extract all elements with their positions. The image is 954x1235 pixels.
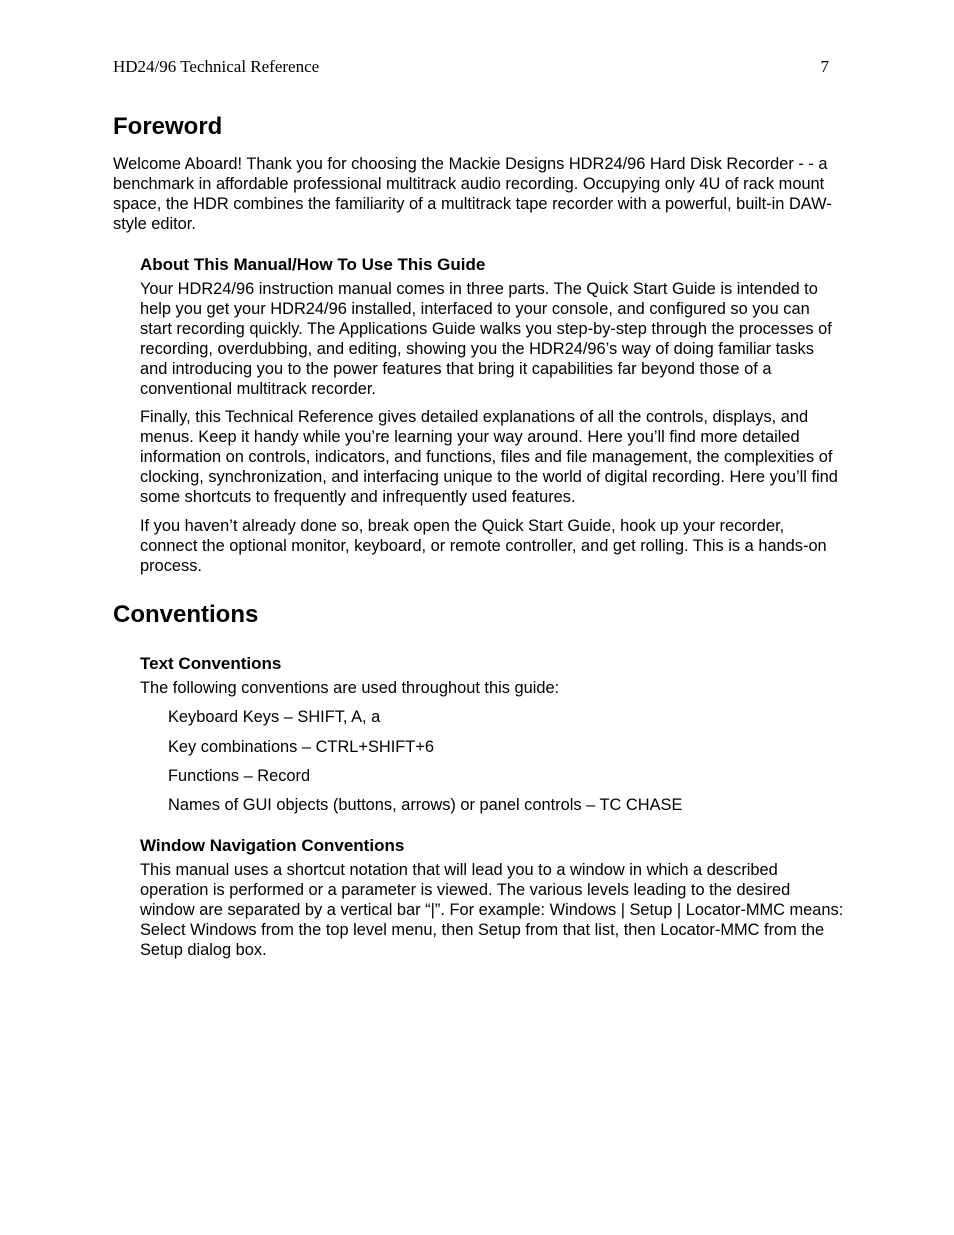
foreword-heading: Foreword bbox=[113, 113, 223, 140]
about-paragraph-1: Your HDR24/96 instruction manual comes in three parts. The Quick Start Guide is intended to help you get your HDR24/96 installed, interfaced to your console, and configured so you can start recording quickly. The Applications Guide walks you step-by-step through the processes of recording, overdubbing, and editing, showing you the HDR24/96’s way of doing familiar tasks and introducing you to the power features that bring it capabilities far beyond those of a conventional multitrack recorder. bbox=[140, 280, 832, 398]
window-navigation-paragraph: This manual uses a shortcut notation that will lead you to a window in which a described operation is performed or a parameter is viewed. The various levels leading to the desired window are separated by a vertical bar “|”. For example: Windows | Setup | Locator-MMC means: Select Windows from the top level menu, then Setup from that list, then Locator-MMC from the Setup dialog box. bbox=[140, 861, 844, 959]
document-title: HD24/96 Technical Reference bbox=[113, 57, 320, 76]
about-paragraph-2: Finally, this Technical Reference gives detailed explanations of all the controls, displays, and menus. Keep it handy while you’re learning your way around. Here you’ll find more detailed information on controls, indicators, and functions, files and file management, the complexities of clocking, synchronization, and interfacing unique to the world of digital recording. Here you’ll find some shortcuts to frequently and infrequently used features. bbox=[140, 408, 838, 506]
about-manual-heading: About This Manual/How To Use This Guide bbox=[140, 255, 486, 274]
text-conventions-intro: The following conventions are used throughout this guide: bbox=[140, 679, 560, 697]
convention-item-keyboard-keys: Keyboard Keys – SHIFT, A, a bbox=[168, 708, 381, 726]
conventions-heading: Conventions bbox=[113, 601, 259, 628]
window-navigation-heading: Window Navigation Conventions bbox=[140, 836, 405, 855]
convention-item-functions: Functions – Record bbox=[168, 767, 311, 785]
convention-item-key-combinations: Key combinations – CTRL+SHIFT+6 bbox=[168, 738, 435, 756]
page-number: 7 bbox=[820, 57, 829, 76]
about-paragraph-3: If you haven’t already done so, break open the Quick Start Guide, hook up your recorder, connect the optional monitor, keyboard, or remote controller, and get rolling. This is a hands-on process. bbox=[140, 517, 827, 575]
page-header bbox=[113, 57, 829, 79]
text-conventions-heading: Text Conventions bbox=[140, 654, 282, 673]
foreword-intro-paragraph: Welcome Aboard! Thank you for choosing the Mackie Designs HDR24/96 Hard Disk Recorder - - a benchmark in affordable professional multitrack audio recording. Occupying only 4U of rack mount space, the HDR combines the familiarity of a multitrack tape recorder with a powerful, built-in DAW-style editor. bbox=[113, 155, 832, 233]
convention-item-gui-objects: Names of GUI objects (buttons, arrows) or panel controls – TC CHASE bbox=[168, 796, 683, 814]
